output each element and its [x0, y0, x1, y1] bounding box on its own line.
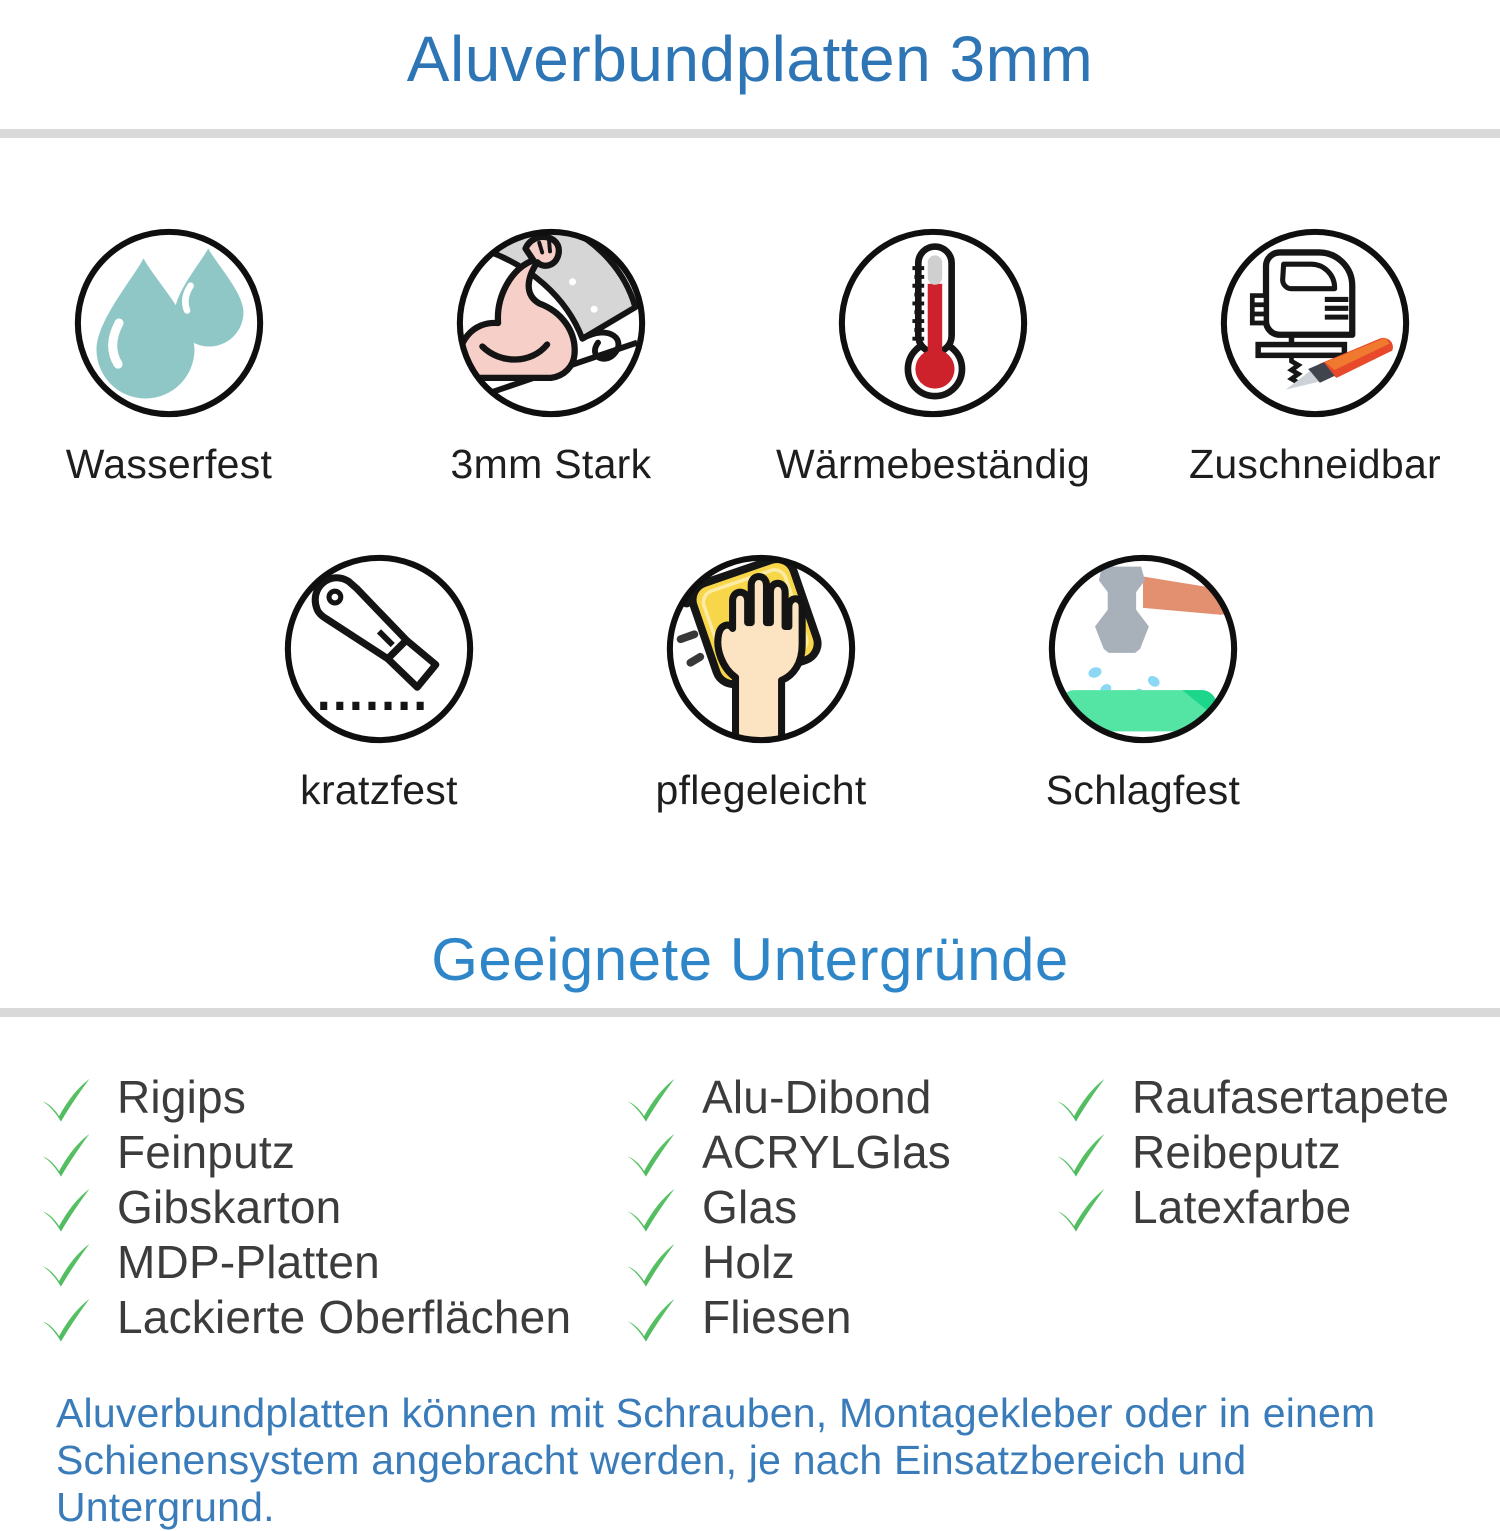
substrate-label: Gibskarton	[117, 1180, 342, 1233]
substrates-columns	[40, 1069, 1500, 1344]
mounting-note	[56, 1390, 1476, 1531]
feature-label: Wasserfest	[65, 441, 273, 487]
feature-item-3mm-stark	[360, 225, 742, 488]
check-icon	[1055, 1132, 1107, 1178]
substrate-item	[625, 1179, 1055, 1234]
substrate-item	[625, 1289, 1055, 1344]
feature-item-pflegeleicht	[570, 551, 952, 814]
feature-item-zuschneidbar	[1124, 225, 1500, 488]
main-title-row	[0, 22, 1500, 96]
substrate-item	[40, 1179, 625, 1234]
divider-substrates	[0, 1008, 1500, 1017]
check-icon	[625, 1132, 677, 1178]
substrate-label: Holz	[702, 1235, 795, 1288]
substrates-column-3	[1055, 1069, 1500, 1234]
thermometer-icon	[835, 225, 1031, 421]
feature-item-schlagfest	[952, 551, 1334, 814]
substrate-item	[40, 1069, 625, 1124]
substrate-label: Fliesen	[702, 1290, 852, 1343]
feature-item-wasserfest	[0, 225, 360, 488]
substrate-label: Glas	[702, 1180, 798, 1233]
check-icon	[625, 1297, 677, 1343]
substrate-item	[625, 1069, 1055, 1124]
feature-item-kratzfest	[188, 551, 570, 814]
mounting-note-line-1: Aluverbundplatten können mit Schrauben, Montagekleber oder in einem	[56, 1390, 1376, 1436]
substrate-item	[1055, 1124, 1500, 1179]
mounting-note-line-2: Schienensystem angebracht werden, je nach Einsatzbereich und Untergrund.	[56, 1437, 1247, 1530]
feature-label: 3mm Stark	[450, 441, 652, 487]
page-title: Aluverbundplatten 3mm	[406, 23, 1094, 95]
flexed-arm-panel-icon	[453, 225, 649, 421]
utility-knife-icon	[281, 551, 477, 747]
substrate-label: Lackierte Oberflächen	[117, 1290, 572, 1343]
substrates-title-row	[0, 925, 1500, 994]
check-icon	[1055, 1187, 1107, 1233]
substrate-item	[40, 1234, 625, 1289]
check-icon	[40, 1132, 92, 1178]
check-icon	[625, 1187, 677, 1233]
substrate-label: ACRYLGlas	[702, 1125, 951, 1178]
water-drops-icon	[71, 225, 267, 421]
features-row-2	[188, 551, 1334, 814]
feature-label: pflegeleicht	[655, 767, 867, 813]
substrate-label: Alu-Dibond	[702, 1070, 932, 1123]
substrate-label: Rigips	[117, 1070, 247, 1123]
check-icon	[625, 1242, 677, 1288]
check-icon	[40, 1242, 92, 1288]
substrate-label: Feinputz	[117, 1125, 296, 1178]
feature-label: Schlagfest	[1045, 767, 1241, 813]
substrate-label: MDP-Platten	[117, 1235, 380, 1288]
substrate-label: Latexfarbe	[1132, 1180, 1352, 1233]
hammer-impact-icon	[1045, 551, 1241, 747]
substrate-item	[1055, 1179, 1500, 1234]
substrate-label: Raufasertapete	[1132, 1070, 1450, 1123]
divider-top	[0, 129, 1500, 138]
substrate-item	[40, 1124, 625, 1179]
substrates-title: Geeignete Untergründe	[431, 926, 1069, 993]
check-icon	[40, 1077, 92, 1123]
check-icon	[1055, 1077, 1107, 1123]
substrate-item	[625, 1234, 1055, 1289]
check-icon	[625, 1077, 677, 1123]
jigsaw-cutter-icon	[1217, 225, 1413, 421]
feature-item-waermebestaendig	[742, 225, 1124, 488]
wiping-hand-icon	[663, 551, 859, 747]
check-icon	[40, 1297, 92, 1343]
substrates-column-1	[40, 1069, 625, 1344]
substrate-item	[1055, 1069, 1500, 1124]
feature-label: kratzfest	[300, 767, 458, 813]
features-row-1	[0, 225, 1500, 488]
feature-label: Zuschneidbar	[1188, 441, 1442, 487]
feature-label: Wärmebeständig	[775, 441, 1091, 487]
substrate-item	[40, 1289, 625, 1344]
substrate-item	[625, 1124, 1055, 1179]
substrates-column-2	[625, 1069, 1055, 1344]
check-icon	[40, 1187, 92, 1233]
substrate-label: Reibeputz	[1132, 1125, 1341, 1178]
